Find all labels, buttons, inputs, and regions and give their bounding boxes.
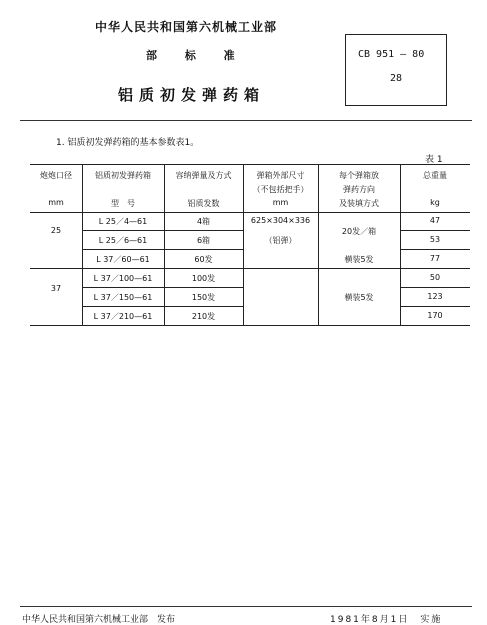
table-label: 表 1 bbox=[425, 155, 443, 165]
footer-date: 1981年8月1日 实施 bbox=[330, 615, 443, 625]
header-weight-unit: kg bbox=[430, 198, 440, 207]
header-capacity: 容纳弹量及方式 bbox=[175, 171, 232, 180]
cell-caliber-25: 25 bbox=[50, 226, 62, 235]
issuing-organization: 中华人民共和国第六机械工业部 bbox=[95, 20, 278, 34]
cell-model: L 37／210—61 bbox=[93, 312, 153, 321]
intro-paragraph: 1. 铝质初发弹药箱的基本参数表1。 bbox=[56, 138, 200, 148]
document-title: 铝质初发弹药箱 bbox=[118, 86, 266, 104]
row-divider bbox=[82, 249, 243, 250]
header-model-sub: 型 号 bbox=[111, 199, 135, 208]
cell-orientation: 横装5发 bbox=[344, 255, 374, 264]
header-dimensions-unit: mm bbox=[272, 198, 289, 207]
footer-rule bbox=[20, 606, 472, 607]
cell-model: L 25／6—61 bbox=[98, 236, 148, 245]
header-dimensions-note: （不包括把手） bbox=[252, 185, 309, 194]
row-divider bbox=[82, 230, 243, 231]
row-divider bbox=[82, 306, 243, 307]
cell-model: L 37／100—61 bbox=[93, 274, 153, 283]
row-divider bbox=[82, 287, 243, 288]
header-dimensions: 弹箱外部尺寸 bbox=[256, 171, 305, 180]
standard-code-box bbox=[345, 34, 447, 106]
header-capacity-sub: 铝质发数 bbox=[187, 199, 220, 208]
cell-model: L 25／4—61 bbox=[98, 217, 148, 226]
page-number: 28 bbox=[389, 73, 403, 84]
table-top-rule bbox=[30, 164, 470, 165]
table-header-rule bbox=[30, 212, 470, 213]
cell-capacity: 4箱 bbox=[196, 217, 211, 226]
header-caliber-unit: mm bbox=[48, 198, 64, 207]
row-divider bbox=[400, 249, 470, 250]
cell-capacity: 100发 bbox=[191, 274, 216, 283]
cell-weight: 47 bbox=[429, 216, 441, 225]
cell-orientation: 20发／箱 bbox=[341, 227, 377, 236]
cell-capacity: 150发 bbox=[191, 293, 216, 302]
header-rule bbox=[20, 120, 472, 121]
header-orientation-2: 弹药方向 bbox=[343, 185, 375, 194]
cell-capacity: 6箱 bbox=[196, 236, 211, 245]
header-caliber: 炮炮口径 bbox=[40, 171, 72, 180]
standard-type: 部 标 准 bbox=[146, 49, 247, 62]
cell-model: L 37／60—61 bbox=[96, 255, 150, 264]
row-divider bbox=[400, 306, 470, 307]
cell-capacity: 60发 bbox=[194, 255, 213, 264]
cell-caliber-37: 37 bbox=[50, 284, 62, 293]
cell-weight: 170 bbox=[427, 311, 443, 320]
row-divider bbox=[400, 230, 470, 231]
row-divider bbox=[30, 268, 470, 269]
cell-dimensions-note: （铝弹） bbox=[264, 236, 297, 245]
standard-code: CB 951 — 80 bbox=[358, 49, 425, 60]
header-orientation: 每个弹箱放 bbox=[339, 171, 379, 180]
row-divider bbox=[400, 287, 470, 288]
cell-weight: 50 bbox=[429, 273, 441, 282]
cell-weight: 123 bbox=[427, 292, 443, 301]
table-bottom-rule bbox=[30, 325, 470, 326]
cell-weight: 53 bbox=[429, 235, 441, 244]
cell-orientation: 横装5发 bbox=[344, 293, 374, 302]
cell-capacity: 210发 bbox=[191, 312, 216, 321]
cell-dimensions: 625×304×336 bbox=[250, 216, 311, 225]
header-model: 铝质初发弹药箱 bbox=[95, 171, 151, 180]
header-weight: 总重量 bbox=[423, 171, 447, 180]
footer-issuer: 中华人民共和国第六机械工业部 发布 bbox=[22, 615, 176, 625]
header-orientation-3: 及装填方式 bbox=[339, 199, 379, 208]
cell-model: L 37／150—61 bbox=[93, 293, 153, 302]
cell-weight: 77 bbox=[429, 254, 441, 263]
